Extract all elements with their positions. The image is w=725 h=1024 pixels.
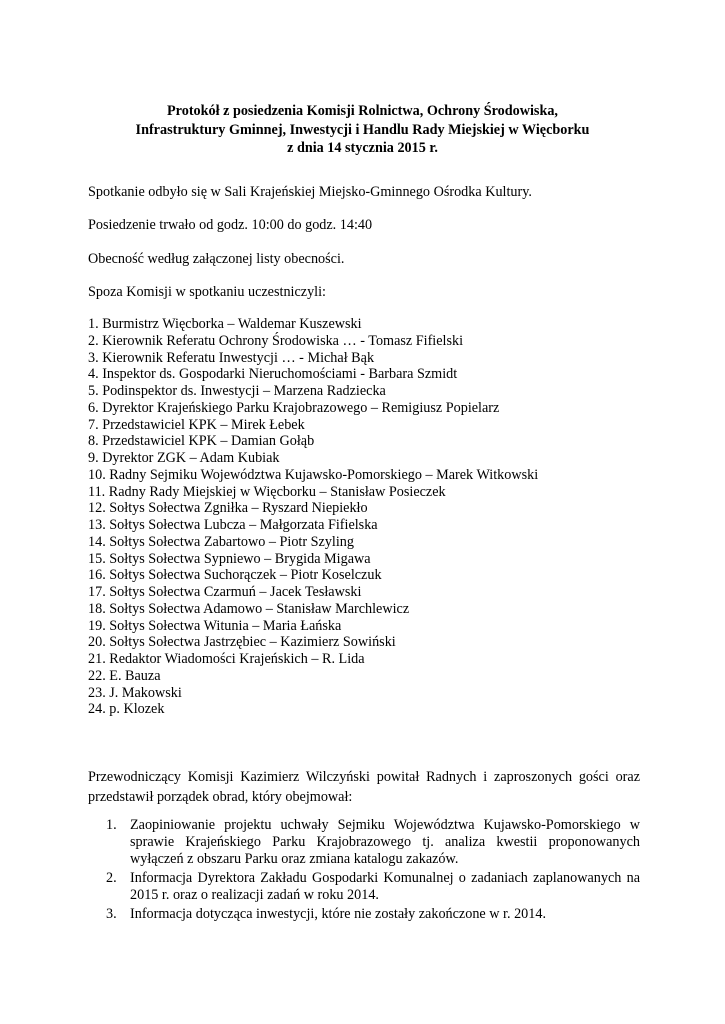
attendee-item: 10. Radny Sejmiku Województwa Kujawsko-Pomorskiego – Marek Witkowski xyxy=(88,466,539,483)
attendee-item: 7. Przedstawiciel KPK – Mirek Łebek xyxy=(88,416,305,433)
attendance-note: Obecność według załączonej listy obecności. xyxy=(88,251,345,267)
guests-heading: Spoza Komisji w spotkaniu uczestniczyli: xyxy=(88,284,326,300)
attendee-item: 11. Radny Rady Miejskiej w Więcborku – Stanisław Posieczek xyxy=(88,483,446,500)
document-title xyxy=(60,102,665,158)
agenda-item xyxy=(88,817,640,868)
meeting-location: Spotkanie odbyło się w Sali Krajeńskiej Miejsko-Gminnego Ośrodka Kultury. xyxy=(88,184,532,200)
meeting-time: Posiedzenie trwało od godz. 10:00 do godz. 14:40 xyxy=(88,217,373,233)
agenda-item xyxy=(88,906,640,923)
attendee-list xyxy=(88,316,538,718)
attendee-item: 6. Dyrektor Krajeńskiego Parku Krajobrazowego – Remigiusz Popielarz xyxy=(88,399,500,416)
agenda-item-number: 2. xyxy=(106,870,117,886)
attendee-item: 19. Sołtys Sołectwa Witunia – Maria Łańska xyxy=(88,617,342,634)
title-line-1: Protokół z posiedzenia Komisji Rolnictwa, Ochrony Środowiska, xyxy=(167,103,558,119)
attendee-item: 24. p. Klozek xyxy=(88,701,165,718)
attendee-item: 12. Sołtys Sołectwa Zgniłka – Ryszard Niepiekło xyxy=(88,500,368,517)
agenda-intro: Przewodniczący Komisji Kazimierz Wilczyński powitał Radnych i zaproszonych gości oraz przedstawił porządek obrad, który obejmował: xyxy=(88,769,640,805)
attendee-item: 8. Przedstawiciel KPK – Damian Gołąb xyxy=(88,433,315,450)
attendee-item: 18. Sołtys Sołectwa Adamowo – Stanisław Marchlewicz xyxy=(88,600,410,617)
agenda-item-text: Informacja dotycząca inwestycji, które nie zostały zakończone w r. 2014. xyxy=(130,906,547,922)
attendee-item: 21. Redaktor Wiadomości Krajeńskich – R. Lida xyxy=(88,651,365,667)
attendee-item: 17. Sołtys Sołectwa Czarmuń – Jacek Tesławski xyxy=(88,584,362,600)
attendee-item: 1. Burmistrz Więcborka – Waldemar Kuszewski xyxy=(88,316,362,332)
attendee-item: 3. Kierownik Referatu Inwestycji … - Michał Bąk xyxy=(88,349,375,366)
attendee-item: 23. J. Makowski xyxy=(88,684,182,701)
attendee-item: 20. Sołtys Sołectwa Jastrzębiec – Kazimierz Sowiński xyxy=(88,634,396,651)
attendee-item: 22. E. Bauza xyxy=(88,667,161,684)
attendee-item: 5. Podinspektor ds. Inwestycji – Marzena Radziecka xyxy=(88,383,386,399)
attendee-item: 9. Dyrektor ZGK – Adam Kubiak xyxy=(88,450,280,466)
attendee-item: 16. Sołtys Sołectwa Suchorączek – Piotr Koselczuk xyxy=(88,567,382,584)
agenda-item-number: 3. xyxy=(106,906,117,922)
attendee-item: 4. Inspektor ds. Gospodarki Nieruchomościami - Barbara Szmidt xyxy=(88,366,458,383)
agenda-item-number: 1. xyxy=(106,817,117,833)
attendee-item: 2. Kierownik Referatu Ochrony Środowiska … - Tomasz Fifielski xyxy=(88,332,464,349)
agenda-list xyxy=(88,817,640,925)
title-line-2: Infrastruktury Gminnej, Inwestycji i Handlu Rady Miejskiej w Więcborku xyxy=(135,121,590,138)
attendee-item: 13. Sołtys Sołectwa Lubcza – Małgorzata Fifielska xyxy=(88,517,378,533)
title-line-3: z dnia 14 stycznia 2015 r. xyxy=(287,140,438,156)
attendee-item: 15. Sołtys Sołectwa Sypniewo – Brygida Migawa xyxy=(88,550,371,567)
agenda-item xyxy=(88,870,640,904)
agenda-item-text: Informacja Dyrektora Zakładu Gospodarki Komunalnej o zadaniach zaplanowanych na 2015 r. oraz o realizacji zadań w roku 2014. xyxy=(130,870,640,903)
agenda-item-text: Zaopiniowanie projektu uchwały Sejmiku Województwa Kujawsko-Pomorskiego w sprawie Krajeńskiego Parku Krajobrazowego tj. analiza kwestii proponowanych wyłączeń z obszaru Parku oraz zmiana katalogu zakazów. xyxy=(130,817,640,867)
attendee-item: 14. Sołtys Sołectwa Zabartowo – Piotr Szyling xyxy=(88,533,354,550)
